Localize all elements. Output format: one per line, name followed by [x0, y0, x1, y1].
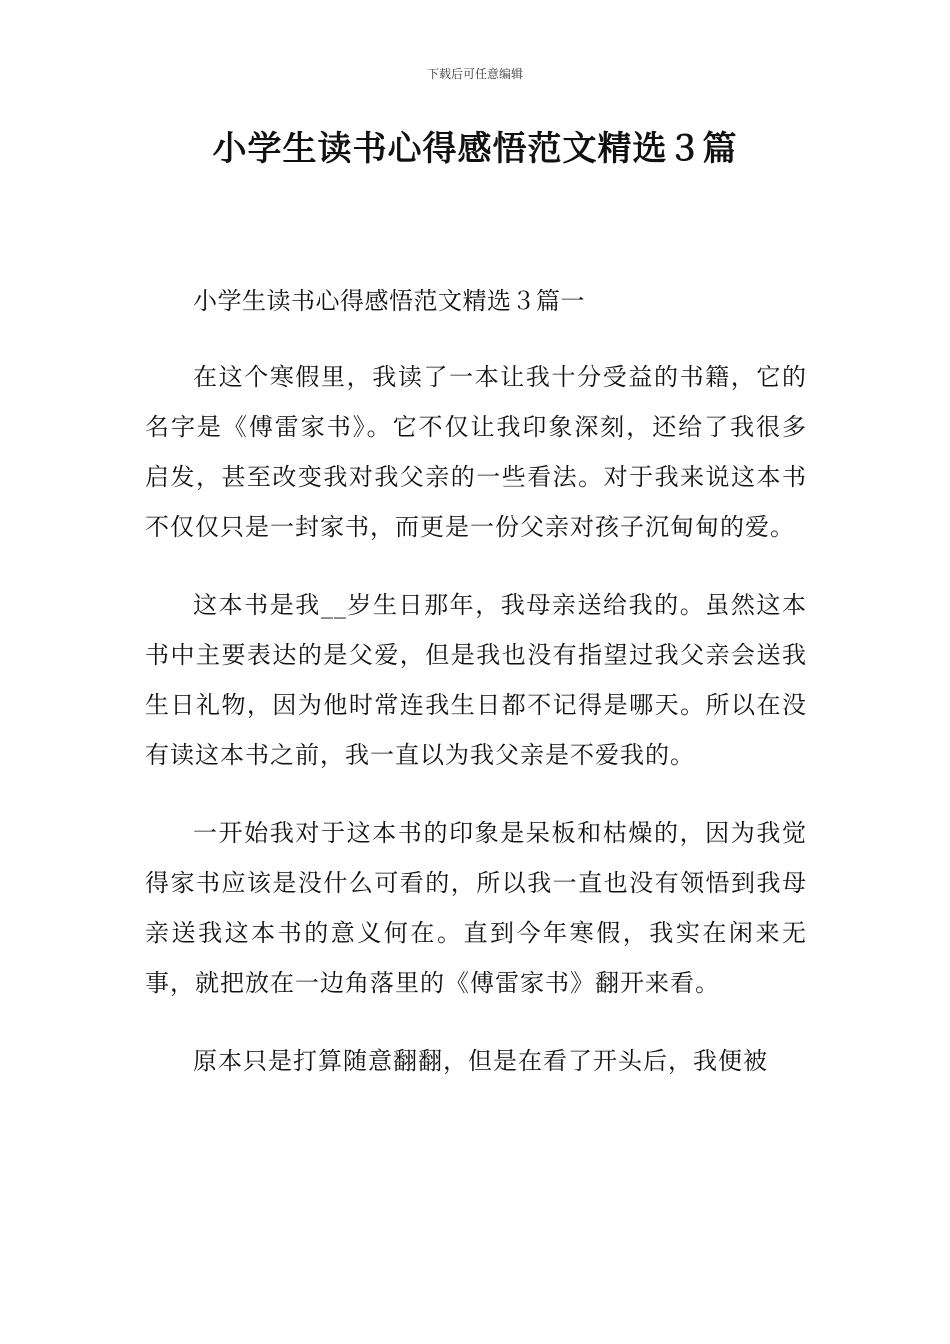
section-heading: 小学生读书心得感悟范文精选３篇一 [193, 287, 585, 315]
document-body [145, 278, 807, 1114]
document-title: 小学生读书心得感悟范文精选３篇 [212, 129, 738, 169]
paragraph-3: 一开始我对于这本书的印象是呆板和枯燥的，因为我觉得家书应该是没什么可看的，所以我一直也没有领悟到我母亲送我这本书的意义何在。直到今年寒假，我实在闲来无事，就把放在一边角落里的《傅雷家书》翻开来看。 [145, 819, 807, 997]
header-note: 下载后可任意编辑 [426, 67, 523, 81]
paragraph-2: 这本书是我__岁生日那年，我母亲送给我的。虽然这本书中主要表达的是父爱，但是我也没有指望过我父亲会送我生日礼物，因为他时常连我生日都不记得是哪天。所以在没有读这本书之前，我一直以为我父亲是不爱我的。 [145, 591, 807, 769]
paragraph-4: 原本只是打算随意翻翻，但是在看了开头后，我便被 [193, 1047, 768, 1075]
paragraph-1: 在这个寒假里，我读了一本让我十分受益的书籍，它的名字是《傅雷家书》。它不仅让我印象深刻，还给了我很多启发，甚至改变我对我父亲的一些看法。对于我来说这本书不仅仅只是一封家书，而更是一份父亲对孩子沉甸甸的爱。 [145, 363, 807, 541]
